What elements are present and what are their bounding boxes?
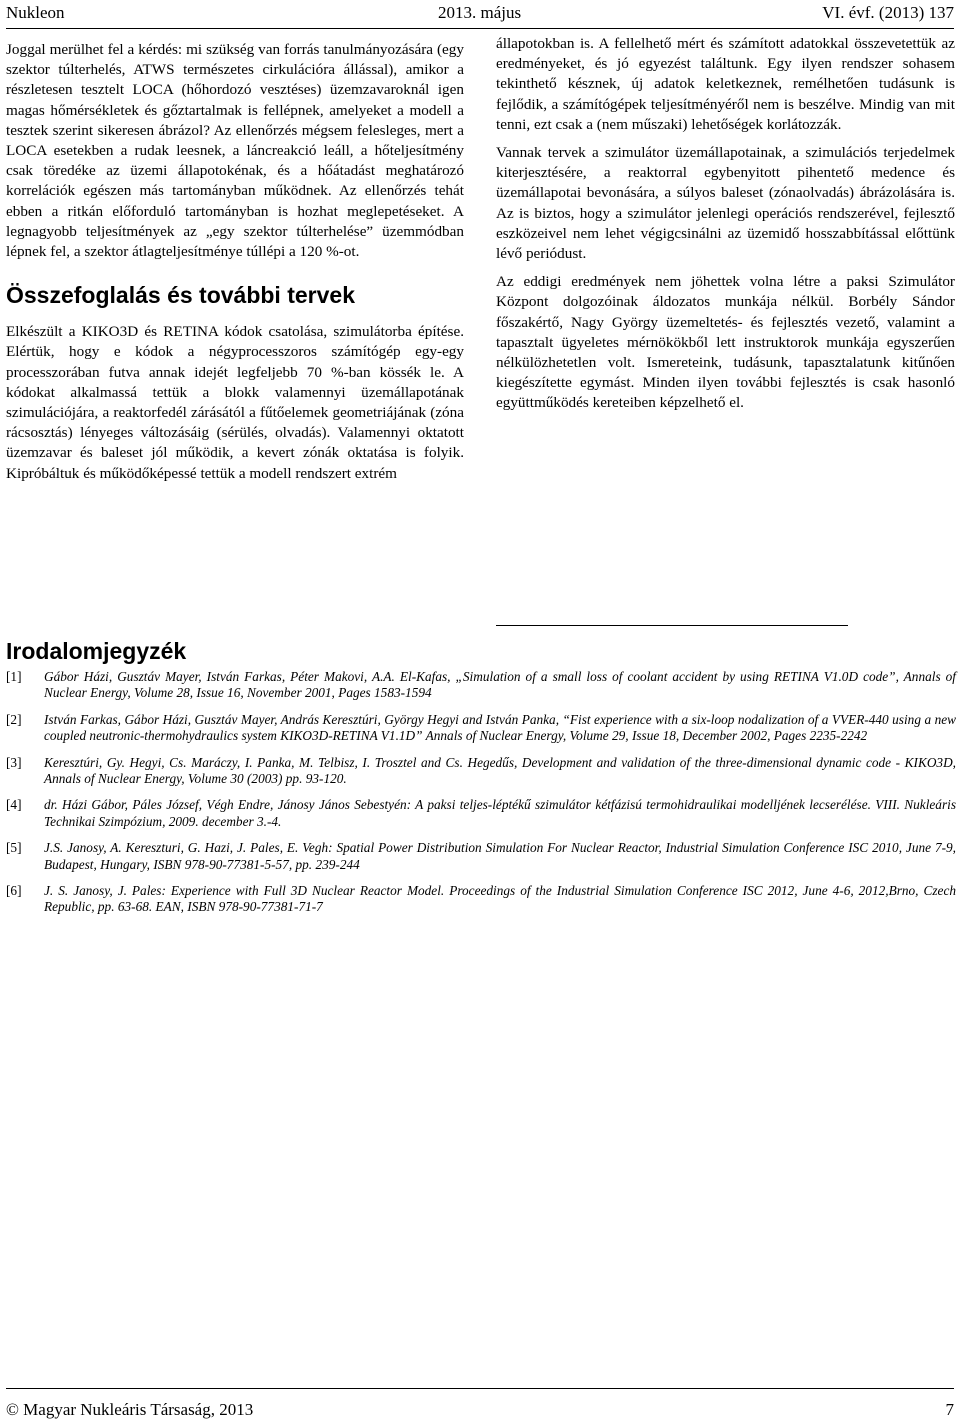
reference-item [6, 669, 956, 702]
references-heading: Irodalomjegyzék [6, 638, 187, 664]
section-heading: Összefoglalás és további tervek [6, 282, 355, 309]
page-number: 7 [945, 1400, 954, 1419]
page-header [6, 0, 954, 29]
issue-date: 2013. május [438, 3, 522, 22]
paragraph: Joggal merülhet fel a kérdés: mi szükség van forrás tanulmányozására (egy szektor túlterhelés, ATWS természetes cirkulációra állással), amikor a részletesen tesztelt LOCA (hőhordozó vesztéses) üzemzavaroknál igen magas hőmérsékletek és gőztartalmak is fellépnek, amelyeket a modell a tesztek szerint sikeresen ábrázol? Az ellenőrzés mégsem felesleges, mert a LOCA esetekben a rudak leesnek, a láncreakció leáll, a hőteljesítmény csak töredéke az üzemi állapotokénak, és a hőátadást meghatározó korrelációk egészen más tartományban működnek. Az ellenőrzés tehát ebben a ritkán előforduló tartományban is hozhat meglepetéseket. A legnagyobb teljesítmények az „egy szektor túlterhelése” üzemmódban lépnek fel, a szektor átlagteljesítménye túllépi a 120 %-ot. [6, 41, 464, 261]
divider [496, 625, 848, 626]
reference-text: J. S. Janosy, J. Pales: Experience with Full 3D Nuclear Reactor Model. Proceedings of the Industrial Simulation Conference ISC 2012, June 4-6, 2012,Brno, Czech Republic, pp. 63-68. EAN, ISBN 978-90-77381-71-7 [44, 883, 956, 915]
reference-item [6, 883, 956, 916]
reference-text: dr. Házi Gábor, Páles József, Végh Endre, Jánosy János Sebestyén: A paksi teljes-léptékű szimulátor kétfázisú termohidraulikai modelljének lecserélése. VIII. Nukleáris Technikai Szimpózium, 2009. december 3.-4. [44, 797, 956, 829]
reference-text: István Farkas, Gábor Házi, Gusztáv Mayer, András Keresztúri, György Hegyi and István Panka, “Fist experience with a six-loop nodalization of a VVER-440 using a new coupled neutronic-thermohydraulics system KIKO3D-RETINA V1.1D” Annals of Nuclear Energy, Volume 29, Issue 18, December 2002, Pages 2235-2242 [44, 711, 956, 744]
reference-number: [2] [6, 711, 22, 727]
reference-item [6, 712, 956, 745]
reference-item [6, 797, 956, 830]
reference-text: Gábor Házi, Gusztáv Mayer, István Farkas, Péter Makovi, A.A. El-Kafas, „Simulation of a small loss of coolant accident by using RETINA V1.0D code”, Annals of Nuclear Energy, Volume 28, Issue 16, November 2001, Pages 1583-1594 [44, 669, 956, 701]
reference-number: [1] [6, 669, 22, 684]
reference-item [6, 840, 956, 873]
paragraph: Az eddigi eredmények nem jöhettek volna létre a paksi Szimulátor Központ dolgozóinak áldozatos munkája nélkül. Borbély Sándor főszakértő, Nagy György üzemeltetés- és fejlesztés vezető, valamint a tapasztalt ügyeletes mérnökökből lett instruktorok munkája egyszerűen nélkülözhetetlen volt. Ismereteink, tudásunk, tapasztalatunk kitűnően kiegészítette egymást. Minden ilyen további fejlesztés is csak hasonló együttműködés kereteiben képzelhető el. [496, 273, 955, 412]
reference-list [6, 669, 956, 926]
journal-name: Nukleon [6, 3, 65, 22]
reference-number: [3] [6, 754, 22, 770]
paragraph: állapotokban is. A fellelhető mért és számított adatokkal összevetettük az eredményeket, és jó egyezést találtunk. Egy ilyen rendszer sohasem tekinthető késznek, új adatok keletkeznek, remélhetően tudásunk is fejlődik, a számítógépek teljesítményéről nem is beszélve. Mindig van mit tenni, ezt csak a (nem műszaki) lehetőségek korlátozzák. [496, 35, 955, 133]
reference-text: J.S. Janosy, A. Kereszturi, G. Hazi, J. Pales, E. Vegh: Spatial Power Distribution Simulation For Nuclear Reactor, Industrial Simulation Conference ISC 2010, June 7-9, Budapest, Hungary, ISBN 978-90-77381-5-57, pp. 239-244 [44, 840, 956, 872]
paragraph: Elkészült a KIKO3D és RETINA kódok csatolása, szimulátorba építése. Elértük, hogy e kódok a négyprocesszoros számítógép egy-egy processzorában futva annak idejét legfeljebb 70 %-ban kössék le. A kódokat alkalmassá tettük a blokk valamennyi üzemállapotának szimulációjára, a reaktorfedél zárásától a fűtőelemek geometriájának (zóna rácsosztás) lényeges változásáig (sérülés, olvadás). Valamennyi oktatott üzemzavar és baleset jól működik, a kevert zónák oktatása is folyik. Kipróbáltuk és működőképessé tettük a modell rendszert extrém [6, 323, 464, 482]
reference-number: [4] [6, 797, 22, 813]
right-column [496, 34, 955, 422]
reference-number: [6] [6, 883, 22, 899]
reference-text: Keresztúri, Gy. Hegyi, Cs. Maráczy, I. Panka, M. Telbisz, I. Trosztel and Cs. Hegedűs, Development and validation of the three-dimensional dynamic code - KIKO3D, Annals of Nuclear Energy, Volume 30 (2003) pp. 93-120. [44, 754, 956, 787]
left-column [6, 40, 464, 492]
reference-item [6, 755, 956, 788]
copyright: © Magyar Nukleáris Társaság, 2013 [6, 1400, 254, 1419]
volume-page: VI. évf. (2013) 137 [822, 3, 954, 22]
paragraph: Vannak tervek a szimulátor üzemállapotainak, a szimulációs terjedelmek kiterjesztésére, a reaktorral egybenyitott pihentető medence és üzemállapotai bevonására, a súlyos baleset (zónaolvadás) ábrázolására is. Az is biztos, hogy a szimulátor jelenlegi operációs rendszerével, fejlesztő eszközeivel nem lehet végigcsinálni az üzemidő hosszabbítással előttünk lévő periódust. [496, 144, 955, 263]
reference-number: [5] [6, 840, 22, 856]
page-footer [6, 1388, 954, 1423]
